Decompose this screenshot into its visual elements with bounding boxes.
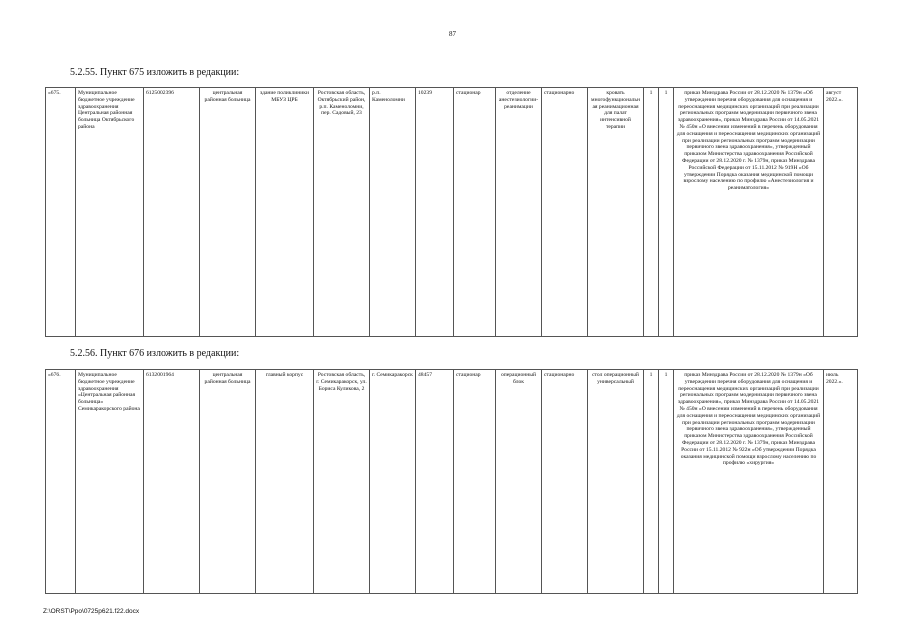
table-item-676 [45,369,858,594]
cell-org: Муниципальное бюджетное учреждение здравоохранения Центральная районная больница Октябрьского района [76,88,144,337]
page-number: 87 [449,30,456,38]
cell-qty-1: 1 [644,370,659,594]
table-row [46,88,858,337]
cell-qty-1: 1 [644,88,659,337]
cell-num: «676. [46,370,76,594]
cell-locality: р.п. Каменоломни [370,88,416,337]
cell-code: 48457 [416,370,454,594]
cell-care-form: стационарно [542,88,588,337]
cell-org: Муниципальное бюджетное учреждение здравоохранения «Центральная районная больница» Семикаракорского района [76,370,144,594]
cell-inn: 6132001964 [144,370,200,594]
cell-equipment: стол операционный универсальный [588,370,644,594]
cell-equipment: кровать многофункциональная реанимационная для палат интенсивной терапии [588,88,644,337]
file-path-footer: Z:\ORST\Ppo\0725p621.f22.docx [43,608,140,615]
cell-type: центральная районная больница [200,88,256,337]
cell-department: отделение анестезиологии-реанимации [496,88,542,337]
cell-building: здание поликлиники МБУЗ ЦРБ [256,88,314,337]
cell-care-type: стационар [454,370,496,594]
cell-care-type: стационар [454,88,496,337]
cell-code: 10239 [416,88,454,337]
cell-locality: г. Семикаракорск [370,370,416,594]
cell-basis: приказ Минздрава России от 28.12.2020 № 1379н «Об утверждении перечня оборудования для оснащения и переоснащения медицинских организаций при реализации региональных программ модернизации первичного звена здравоохранения», приказ Минздрава России от 14.05.2021 № 450н «О внесении изменений в перечень оборудования для оснащения и переоснащения медицинских организаций при реализации региональных программ модернизации первичного звена здравоохранения», утвержденный приказом Министерства здравоохранения Российской Федерации от 28.12.2020 г. № 1379н, приказ Минздрава Российской Федерации от 15.11.2012 № 919Н «Об утверждении Порядка оказания медицинской помощи взрослому населению по профилю «Анестезиология и реаниматология» [674,88,824,337]
cell-department: операционный блок [496,370,542,594]
cell-inn: 6125002396 [144,88,200,337]
cell-care-form: стационарно [542,370,588,594]
table-row [46,370,858,594]
cell-type: центральная районная больница [200,370,256,594]
cell-date: август 2022.». [824,88,858,337]
cell-qty-2: 1 [659,370,674,594]
cell-address: Ростовская область, г. Семикаракорск, ул. Бориса Куликова, 2 [314,370,370,594]
table-item-675 [45,87,858,337]
cell-num: «675. [46,88,76,337]
cell-date: июль 2022.». [824,370,858,594]
cell-qty-2: 1 [659,88,674,337]
section-title-675: 5.2.55. Пункт 675 изложить в редакции: [70,67,240,78]
cell-building: главный корпус [256,370,314,594]
cell-address: Ростовская область, Октябрьский район, р.п. Каменоломни, пер. Садовый, 23 [314,88,370,337]
section-title-676: 5.2.56. Пункт 676 изложить в редакции: [70,348,240,359]
cell-basis: приказ Минздрава России от 28.12.2020 № 1379н «Об утверждении перечня оборудования для оснащения и переоснащения медицинских организаций при реализации региональных программ модернизации первичного звена здравоохранения», приказ Минздрава России от 14.05.2021 № 450н «О внесении изменений в перечень оборудования для оснащения и переоснащения медицинских организаций при реализации региональных программ модернизации первичного звена здравоохранения», утвержденный приказом Министерства здравоохранения Российской Федерации от 28.12.2020 г. № 1379н, приказ Минздрава России от 15.11.2012 № 922н «Об утверждении Порядка оказания медицинской помощи взрослому населению по профилю «хирургия» [674,370,824,594]
